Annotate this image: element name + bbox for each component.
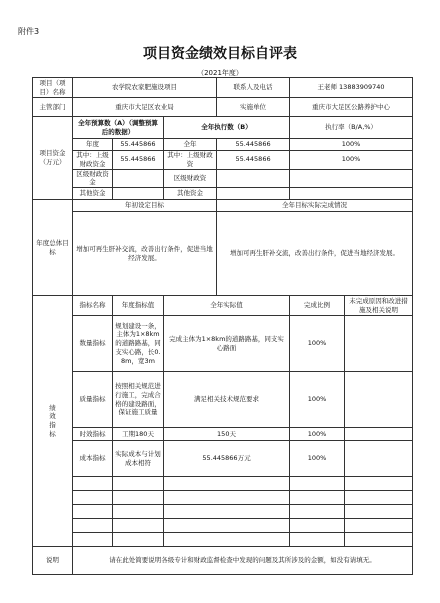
dept-value: 重庆市大足区农业局 xyxy=(73,98,217,117)
funds-exec-header: 全年执行数（B） xyxy=(164,117,290,139)
perf-empty-cell xyxy=(345,533,413,547)
perf-row-name: 质量指标 xyxy=(73,372,113,428)
goals-set-header: 年初设定目标 xyxy=(73,200,217,212)
perf-empty-cell xyxy=(345,491,413,505)
perf-empty-cell xyxy=(290,533,345,547)
perf-empty-cell xyxy=(73,505,113,519)
attachment-label: 附件3 xyxy=(18,27,40,36)
perf-empty-cell xyxy=(345,519,413,533)
perf-empty-cell xyxy=(164,533,290,547)
funds-row-rate: 100% xyxy=(290,139,413,151)
unit-value: 重庆市大足区公路养护中心 xyxy=(290,98,413,117)
funds-budget-header: 全年预算数（A）（调整预算后的数据） xyxy=(73,117,164,139)
funds-rate-header: 执行率（B/A,%） xyxy=(290,117,413,139)
perf-empty-cell xyxy=(290,477,345,491)
perf-row-actual: 55.445866万元 xyxy=(164,441,290,477)
perf-row-target: 规划建设一条，主体为1×8km的道路路基，同支实心路，长0.8m，宽3m xyxy=(113,316,164,372)
funds-row-exec xyxy=(217,169,290,188)
perf-empty-cell xyxy=(345,477,413,491)
funds-row-exec-label: 区级财政资 xyxy=(164,169,217,188)
footer-text: 请在此处简要说明各级专计和财政监督检查中发现的问题及其所涉及的金额，如没有请填无。 xyxy=(73,547,413,575)
perf-row-target: 按照相关规范进行施工，完成合格的建设路面，保证施工质量 xyxy=(113,372,164,428)
perf-empty-cell xyxy=(345,505,413,519)
goals-set-text: 增加可再生肝补交流，改善出行条件，促进当地经济发展。 xyxy=(73,212,217,296)
perf-empty-cell xyxy=(290,505,345,519)
contact-label: 联系人及电话 xyxy=(217,78,290,98)
perf-row-note xyxy=(345,428,413,441)
funds-row-label: 区级财政资金 xyxy=(73,169,113,188)
funds-row-label: 年度 xyxy=(73,139,113,151)
year-label: （2021年度） xyxy=(197,69,243,77)
perf-header-note: 未完成原因和改进措施及相关说明 xyxy=(345,296,413,316)
perf-row-name: 成本指标 xyxy=(73,441,113,477)
funds-row-rate xyxy=(290,188,413,200)
perf-empty-cell xyxy=(164,477,290,491)
perf-row-ratio: 100% xyxy=(290,372,345,428)
perf-empty-cell xyxy=(113,505,164,519)
funds-row-budget: 55.445866 xyxy=(113,151,164,170)
perf-row-ratio: 100% xyxy=(290,428,345,441)
perf-row-target: 工期180天 xyxy=(113,428,164,441)
perf-row-ratio: 100% xyxy=(290,441,345,477)
project-name-label: 项目（项目）名称 xyxy=(33,78,73,98)
project-name-value: 农学院农家肥施设项目 xyxy=(73,78,217,98)
funds-row-rate xyxy=(290,169,413,188)
perf-header-actual: 全年实际值 xyxy=(164,296,290,316)
perf-empty-cell xyxy=(73,491,113,505)
dept-label: 主管部门 xyxy=(33,98,73,117)
perf-header-ratio: 完成比例 xyxy=(290,296,345,316)
perf-empty-cell xyxy=(113,491,164,505)
funds-row-exec-label: 其中：上级财政资 xyxy=(164,151,217,170)
funds-row-rate: 100% xyxy=(290,151,413,170)
funds-row-exec-label: 全年 xyxy=(164,139,217,151)
evaluation-form xyxy=(32,77,413,575)
perf-empty-cell xyxy=(113,477,164,491)
funds-row-budget xyxy=(113,188,164,200)
perf-row-name: 数量指标 xyxy=(73,316,113,372)
perf-row-note xyxy=(345,372,413,428)
perf-row-note xyxy=(345,441,413,477)
goals-label: 年度总体目标 xyxy=(33,200,73,296)
perf-empty-cell xyxy=(164,505,290,519)
goals-done-header: 全年目标实际完成情况 xyxy=(217,200,413,212)
footer-label: 说明 xyxy=(33,547,73,575)
funds-row-exec-label: 其他资金 xyxy=(164,188,217,200)
page-title: 项目资金绩效目标自评表 xyxy=(143,46,297,62)
funds-row-label: 其中：上级财政资金 xyxy=(73,151,113,170)
funds-row-exec: 55.445866 xyxy=(217,151,290,170)
perf-label: 绩效指标 xyxy=(33,296,73,547)
perf-empty-cell xyxy=(73,533,113,547)
funds-row-label: 其他资金 xyxy=(73,188,113,200)
perf-row-actual: 完成主体为1×8km的道路路基，同支实心路面 xyxy=(164,316,290,372)
perf-row-target: 实际成本与计划成本相符 xyxy=(113,441,164,477)
funds-row-budget xyxy=(113,169,164,188)
funds-row-exec: 55.445866 xyxy=(217,139,290,151)
goals-done-text: 增加可再生肝补交流，改善出行条件，促进当地经济发展。 xyxy=(217,212,413,296)
perf-empty-cell xyxy=(73,477,113,491)
funds-label: 项目资金（万元） xyxy=(33,117,73,200)
perf-empty-cell xyxy=(164,491,290,505)
perf-empty-cell xyxy=(113,533,164,547)
perf-header-name: 指标名称 xyxy=(73,296,113,316)
perf-row-ratio: 100% xyxy=(290,316,345,372)
perf-empty-cell xyxy=(290,491,345,505)
perf-row-actual: 150天 xyxy=(164,428,290,441)
perf-row-actual: 满足相关技术规范要求 xyxy=(164,372,290,428)
funds-row-budget: 55.445866 xyxy=(113,139,164,151)
perf-empty-cell xyxy=(290,519,345,533)
perf-empty-cell xyxy=(164,519,290,533)
contact-value: 王老师 13883909740 xyxy=(290,78,413,98)
perf-empty-cell xyxy=(113,519,164,533)
funds-row-exec xyxy=(217,188,290,200)
perf-empty-cell xyxy=(73,519,113,533)
perf-row-note xyxy=(345,316,413,372)
perf-header-target: 年度指标值 xyxy=(113,296,164,316)
unit-label: 实施单位 xyxy=(217,98,290,117)
perf-row-name: 时效指标 xyxy=(73,428,113,441)
